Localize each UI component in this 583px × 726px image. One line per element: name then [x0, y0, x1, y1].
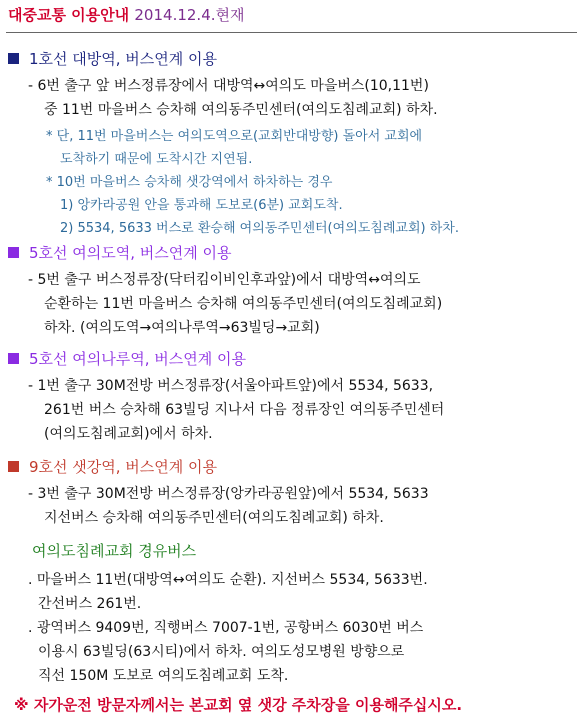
parking-notice	[14, 694, 462, 715]
bus-line: 간선버스 261번.	[38, 596, 142, 612]
section-note: 1) 앙카라공원 안을 통과해 도보로(6분) 교회도착.	[60, 198, 343, 213]
bus-line: 직선 150M 도보로 여의도침례교회 도착.	[38, 668, 289, 684]
title-divider	[6, 32, 577, 33]
parking-notice-text: 자가운전 방문자께서는 본교회 옆 샛강 주차장을 이용해주십시오.	[33, 696, 463, 714]
section-line: 중 11번 마을버스 승차해 여의동주민센터(여의도침례교회) 하차.	[44, 102, 438, 118]
section-line: - 6번 출구 앞 버스정류장에서 대방역↔여의도 마을버스(10,11번)	[28, 78, 429, 94]
section-line5-yeouinaru	[8, 348, 444, 443]
section-line: - 3번 출구 30M전방 버스정류장(앙카라공원앞)에서 5534, 5633	[28, 486, 429, 502]
section-line: - 5번 출구 버스정류장(닥터킴이비인후과앞)에서 대방역↔여의도	[28, 272, 421, 288]
section-note: 2) 5534, 5633 버스로 환승해 여의동주민센터(여의도침례교회) 하차.	[60, 221, 459, 236]
section-line: 하차. (여의도역→여의나루역→63빌딩→교회)	[44, 320, 320, 336]
reference-mark-icon: ※	[14, 696, 29, 714]
section-bus-routes	[8, 540, 428, 685]
title-text: 대중교통 이용안내	[8, 6, 130, 24]
bus-line: . 마을버스 11번(대방역↔여의도 순환). 지선버스 5534, 5633번.	[28, 572, 428, 588]
bus-heading: 여의도침례교회 경유버스	[32, 542, 197, 560]
bus-line: 이용시 63빌딩(63시티)에서 하차. 여의도성모병원 방향으로	[38, 644, 405, 660]
section-line: 지선버스 승차해 여의동주민센터(여의도침례교회) 하차.	[44, 510, 384, 526]
page-title	[8, 4, 244, 25]
section-heading: 5호선 여의나루역, 버스연계 이용	[29, 350, 246, 368]
square-bullet-icon	[8, 353, 19, 364]
square-bullet-icon	[8, 247, 19, 258]
title-date: 2014.12.4.현재	[134, 6, 245, 24]
section-line: (여의도침례교회)에서 하차.	[44, 426, 213, 442]
section-line: 261번 버스 승차해 63빌딩 지나서 다음 정류장인 여의동주민센터	[44, 402, 445, 418]
section-heading: 5호선 여의도역, 버스연계 이용	[29, 244, 232, 262]
section-line1-daebang	[8, 48, 459, 236]
section-note: * 단, 11번 마을버스는 여의도역으로(교회반대방향) 돌아서 교회에	[46, 129, 423, 144]
square-bullet-icon	[8, 461, 19, 472]
section-heading: 9호선 샛강역, 버스연계 이용	[29, 458, 218, 476]
section-line: - 1번 출구 30M전방 버스정류장(서울아파트앞)에서 5534, 5633,	[28, 378, 434, 394]
section-heading: 1호선 대방역, 버스연계 이용	[29, 50, 218, 68]
square-bullet-icon	[8, 53, 19, 64]
section-line9-saetgang	[8, 456, 429, 527]
section-note: 도착하기 때문에 도착시간 지연됨.	[60, 152, 253, 167]
section-line5-yeouido	[8, 242, 442, 337]
bus-line: . 광역버스 9409번, 직행버스 7007-1번, 공항버스 6030번 버스	[28, 620, 424, 636]
section-note: * 10번 마을버스 승차해 샛강역에서 하차하는 경우	[46, 175, 333, 190]
section-line: 순환하는 11번 마을버스 승차해 여의동주민센터(여의도침례교회)	[44, 296, 443, 312]
